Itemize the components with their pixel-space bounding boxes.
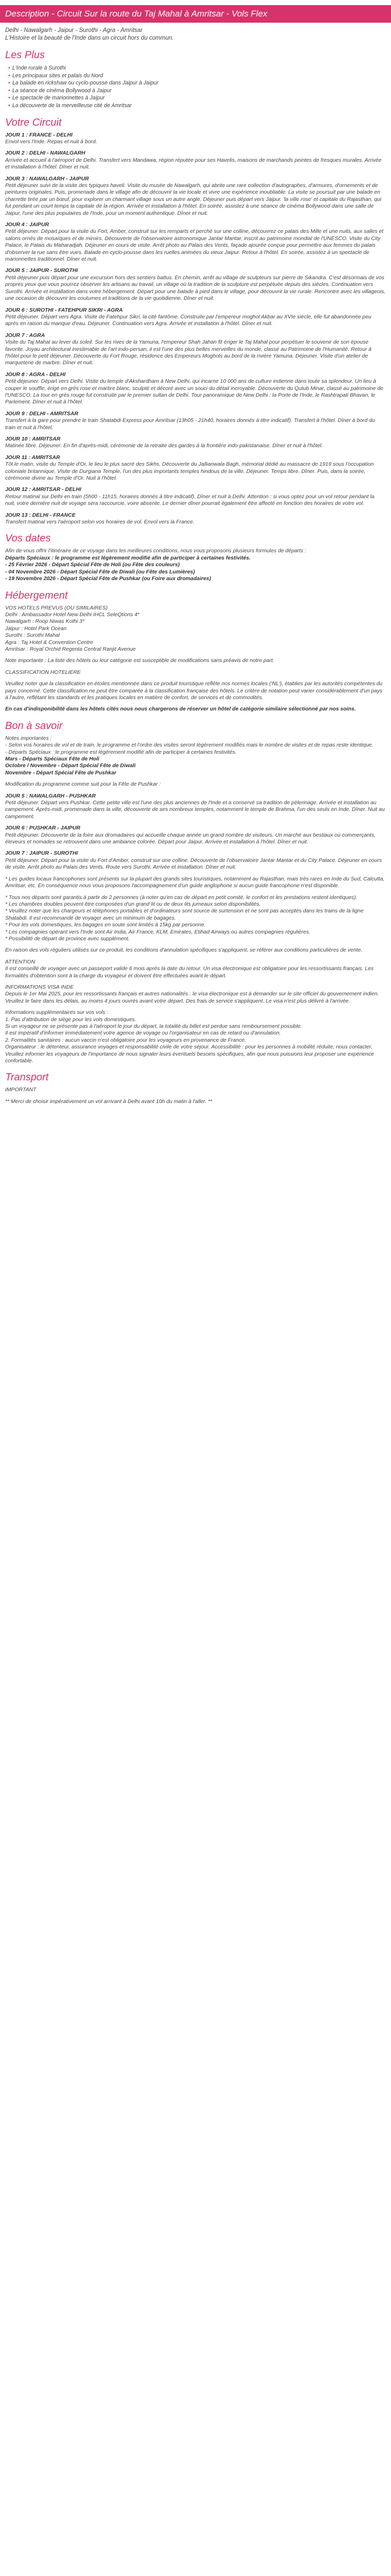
intro: L'Histoire et la beauté de l'Inde dans un circuit hors du commun. — [5, 35, 174, 41]
bullet-icon: • — [8, 80, 10, 87]
dates-item: - 25 Février 2026 - Départ Spécial Fête de Holi (ou Fête des couleurs) — [5, 562, 180, 568]
route: Delhi - Nawalgarh - Jaipur - Surothi - Agra - Amritsar — [5, 27, 143, 33]
bullet-icon: • — [8, 102, 10, 109]
bullet-icon: • — [8, 72, 10, 79]
day-title: JOUR 5 : JAIPUR - SUROTHI — [5, 268, 78, 274]
day-title: JOUR 12 : AMRITSAR - DELHI — [5, 487, 82, 493]
day-text: Petit déjeuner. Départ vers Delhi. Visite du temple d'Akshardham à New Delhi, qui incarne 10 000 ans de culture indienne dans toute sa splendeur. Un lieu à couper le souffle, érigé en grès rose et marbre blanc, sculpté et décoré avec un souci du détail incroyable. Découverte du Qutub Minar, classé au patrimoine de l'UNESCO. La tour en grès rouge fut construite par le premier sultan de Delhi. Tour panoramique de New Delhi : la Porte de l'Inde, le Rashtrapati Bhavan, le Parlement. Dîner et nuit à l'hôtel. — [5, 379, 383, 405]
bullet-icon: • — [8, 87, 10, 94]
hotel-item: Jaipur : Hotel Park Ocean — [5, 625, 67, 632]
bullet-icon: • — [8, 65, 10, 71]
classification-text: Veuillez noter que la classification en étoiles mentionnée dans ce produit touristique reflète nos normes locales ('NL'), établies par les autorités compétentes du pays concerné. Cette classification ne peut être comparée à la classification française des hôtels. Le critère de notation peut varier considérablement d'un pays à l'autre, reflétant les standards et les pratiques locales en matière de confort, de services et de commodités. — [5, 681, 383, 701]
pushkar-day-text: Petit déjeuner. Départ vers Pushkar. Cette petite ville est l'une des plus anciennes de l'Inde et a conservé sa tradition de pèlerinage. Arrivée et installation au campement. Après-midi, promenade dans la ville, découverte de ses nombreux temples, notamment le temple de Brahma, l'un des seuls en Inde. Dîner. Nuit au campement. — [5, 800, 385, 820]
dates-item: Départs Spéciaux : le programme est légèrement modifié afin de participer à certaines festivités. — [5, 555, 251, 561]
dates-intro: Afin de vous offrir l'itinéraire de ce voyage dans les meilleures conditions, nous vous proposons plusieurs formules de départs : — [5, 548, 306, 554]
plus-item: • Le spectacle de marionnettes à Jaipur — [8, 95, 105, 101]
day-text: Petit déjeuner. Départ vers Agra. Visite de Fatehpur Sikri, la cité fantôme. Construite par l'empereur moghol Akbar au XVIe siècle, elle fut abandonnée peu après en raison du manque d'eau. Déjeuner. Continuation vers Agra. Arrivée et installation à l'hôtel. Dîner et nuit. — [5, 314, 371, 327]
bon-savoir-para: Octobre / Novembre - Départ Spécial Fête de Diwali — [5, 763, 136, 769]
flights-info-item: 1. Pas d'attribution de siège pour les vols domestiques. — [5, 1016, 136, 1023]
attention-heading: ATTENTION — [5, 959, 36, 965]
transport-section — [5, 1087, 386, 1105]
day-title: JOUR 7 : AGRA — [5, 332, 45, 338]
plus-item: • La découverte de la merveilleuse cité de Amritsar — [8, 102, 132, 109]
bon-savoir-heading: Bon à savoir — [5, 720, 63, 732]
pushkar-day-title: JOUR 6 : PUSHKAR - JAIPUR — [5, 825, 80, 832]
attention-text: Il est conseillé de voyager avec un passeport valide 6 mois après la date du retour. Un visa électronique est obligatoire pour les ressortissants français. Les formalités d'obtention sont à la charge du voyageur et doivent être effectuées avant le départ. — [5, 966, 374, 979]
plus-item: • Les principaux sites et palais du Nord — [8, 72, 103, 79]
hotel-item: Delhi : Ambassador Hotel New Delhi IHCL SeleQtions 4* — [5, 612, 140, 618]
bon-savoir-note: * Veuillez noter que les chargeurs et téléphones portables et d'ordinateurs sont source de surtension et ne sont pas acceptés dans les trains de la ligne Shatabdi. Il est recommandé de voyager avec un minimum de bagages. — [5, 908, 364, 921]
hotel-item: Amritsar : Royal Orchid Regenta Central Ranjit Avenue — [5, 646, 136, 652]
bon-savoir-para: Mars - Départs Spéciaux Fête de Holi — [5, 756, 100, 762]
hebergement-section — [5, 605, 386, 713]
flights-info-item: Organisateur : le détenteur, assurance voyages et responsabilité civile de votre séjour. Accessibilité : pour les personnes à mobilité réduite, nous contacter. — [5, 1044, 373, 1050]
day-text: Arrivée et accueil à l'aéroport de Delhi. Transfert vers Mandawa, région réputée pour ses Havelis, maisons de marchands peintes de fresques murales. Arrivée et installation à l'hôtel. Dîner et nuit. — [5, 157, 382, 171]
visa-text: Depuis le 1er Mai 2025, pour les ressortissants français et autres nationalités : le visa électronique est à demander sur le site officiel du gouvernement indien. Veuillez le faire dans les délais, au moins 4 jours ouvrés avant votre départ. Des frais de service s'appliquent. Le visa n'est plus délivré à l'arrivée. — [5, 991, 379, 1004]
day-text: Retour matinal sur Delhi en train (5h00 - 11h15, horaires donnés à titre indicatif). Dîner et nuit à Delhi. Attention : si vous optez pour un vol retour pendant la nuit, votre dernière nuit de voyage sera raccourcie, voire absente. Le dernier dîner pourrait également être affecté en fonction des horaires de votre vol. — [5, 494, 374, 507]
pushkar-day-title: JOUR 7 : JAIPUR - SUROTHI — [5, 851, 78, 857]
hebergement-heading: Hébergement — [5, 589, 68, 601]
plus-item: • L'Inde rurale à Surothi — [8, 65, 66, 71]
circuit-heading: Votre Circuit — [5, 116, 62, 128]
pushkar-day-title: JOUR 5 : NAWALGARH - PUSHKAR — [5, 793, 96, 799]
dates-item: - 04 Novembre 2026 - Départ Spécial Fête de Diwali (ou Fête des Lumières) — [5, 569, 195, 575]
day-title: JOUR 4 : JAIPUR — [5, 222, 49, 228]
day-title: JOUR 8 : AGRA - DELHI — [5, 371, 66, 378]
day-title: JOUR 1 : FRANCE - DELHI — [5, 132, 73, 138]
pushkar-day-text: Petit déjeuner. Départ pour la visite du Fort d'Amber, construit sur une colline. Découverte de l'observatoire Jantar Mantar et du City Palace. Déjeuner en cours de visite. Arrêt photo au Palais des Vents. Route vers Surothi. Arrivée et installation. Dîner et nuit. — [5, 857, 382, 871]
plus-item: • La séance de cinéma Bollywood à Jaipur — [8, 87, 112, 94]
transport-text: ** Merci de choisir impérativement un vol arrivant à Delhi avant 10h du matin à l'aller. ** — [5, 1098, 213, 1105]
day-title: JOUR 6 : SUROTHI - FATEHPUR SIKRI - AGRA — [5, 307, 123, 313]
day-title: JOUR 13 : DELHI - FRANCE — [5, 512, 76, 518]
plus-heading: Les Plus — [5, 49, 45, 61]
hotel-item: Agra : Taj Hotel & Convention Centre — [5, 639, 93, 646]
hotels-guarantee: En cas d'indisponibilité dans les hôtels cités nous nous chargerons de réserver un hôtel de catégorie similaire sélectionné par nos soins. — [5, 706, 356, 713]
flights-info-item: Si un voyageur ne se présente pas à l'aéroport le jour du départ, la totalité du billet est perdue sans remboursement possible. — [5, 1024, 302, 1029]
bon-savoir-para: Modification du programme comme suit pour la Fête de Pushkar : — [5, 782, 161, 788]
hotel-item: Nawalgarh : Roop Niwas Kothi 3* — [5, 619, 85, 625]
page-title: Description - Circuit Sur la route du Taj Mahal à Amritsar - Vols Flex — [0, 5, 391, 23]
plus-list — [5, 64, 386, 110]
bon-savoir-note: En raison des vols réguliers utilisés sur ce produit, les conditions d'annulation spécifiques s'appliquent, se référer aux conditions particulières de vente. — [5, 947, 363, 954]
bon-savoir-para: Notes importantes : — [5, 735, 52, 741]
hotels-note: Note importante : La liste des hôtels ou leur catégorie est susceptible de modifications sans préavis de notre part. — [5, 658, 274, 664]
day-text: Petit déjeuner. Départ pour la visite du Fort, Amber, construit sur les remparts et perché sur une colline, découvrez ce palais des Mille et une nuits, aux salles et salons ornés de mosaïques et de miroirs. Découverte de l'observatoire astronomique Jantar Mantar, inscrit au patrimoine mondial de l'UNESCO. Visite du City Palace, le Palais du Maharadjah. Déjeuner en cours de visite. Arrêt photo au Palais des Vents, façade ajourée conçue pour permettre aux femmes du palais d'observer la rue sans être vues. Balade en cyclo-pousse dans les ruelles animées du vieux Jaipur. Retour à l'hôtel. En soirée, assistez à un spectacle de marionnettes traditionnel. Dîner et nuit. — [5, 229, 384, 263]
bon-savoir-note: * Tous nos départs sont garantis à partir de 2 personnes (à noter qu'en cas de départ en petit comité, le confort et les prestations restent identiques). — [5, 894, 357, 901]
transport-heading: Transport — [5, 1072, 49, 1083]
bon-savoir-para: - Départs Spéciaux : le programme est légèrement modifié afin de participer à certaines festivités. — [5, 749, 237, 755]
bon-savoir-note: * Les guides locaux francophones sont présents sur la plupart des grands sites touristiques, notamment au Rajasthan, mais très rares en Inde du Sud, Calcutta, Amritsar, etc. En conséquence nous vous proposons l'accompagnement d'un guide anglophone si aucun guide francophone n'est disponible. — [5, 876, 385, 889]
day-title: JOUR 2 : DELHI - NAWALGARH — [5, 150, 86, 157]
bon-savoir-note: * Possibilité de départ de province avec supplément. — [5, 936, 130, 942]
day-text: Transfert matinal vers l'aéroport selon vos horaires de vol. Envol vers la France. — [5, 519, 194, 526]
visa-heading: INFORMATIONS VISA INDE — [5, 984, 74, 990]
pushkar-day-text: Petit déjeuner. Découverte de la foire aux dromadaires qui accueille chaque année un grand nombre de visiteurs. Un marché aux bestiaux où commerçants, éleveurs et nomades se retrouvent dans une ambiance colorée. Départ pour Jaipur. Arrivée et installation à l'hôtel. Dîner et nuit. — [5, 832, 376, 845]
day-title: JOUR 9 : DELHI - AMRITSAR — [5, 411, 78, 417]
bon-savoir-section — [5, 735, 386, 1065]
day-title: JOUR 11 : AMRITSAR — [5, 454, 60, 461]
day-text: Petit déjeuner suivi de la visite des typiques haveli. Visite du musée de Nawalgarh, qui abrite une rare collection d'autographes, d'armures, d'ornements et de peintures originales. Puis, promenade dans le village afin de découvrir la vie locale et vivre une expérience inoubliable. La visite se poursuit par une balade en charrette tirée par un bœuf, pour explorer un charmant village sous un autre angle. Déjeuner puis départ vers Jaipur. 'la ville rose' et capitale du Rajasthan, qui fut pendant un court temps la capitale de la région. Arrivée et installation à l'hôtel. En soirée, assistez à une séance de cinéma Bollywood dans une salle de Jaipur, l'une des plus populaires de l'Inde, pour un moment authentique. Dîner et nuit. — [5, 183, 382, 216]
dates-heading: Vos dates — [5, 533, 51, 545]
flights-info-item: Il est impératif d'informer immédiatement votre agence de voyage ou l'organisateur en cas de retard ou d'annulation. — [5, 1030, 281, 1037]
day-text: Transfert à la gare pour prendre le train Shatabdi Express pour Amritsar (13h05 - 21h40, horaires donnés à titre indicatif). Transfert à l'hôtel. Dîner à bord du train et nuit à l'hôtel. — [5, 418, 375, 431]
flights-info-item: 2. Formalités sanitaires : aucun vaccin n'est obligatoire pour les voyageurs en provenance de France. — [5, 1037, 246, 1043]
day-text: Envol vers l'Inde. Repas et nuit à bord. — [5, 139, 97, 145]
day-title: JOUR 10 : AMRITSAR — [5, 436, 60, 442]
flights-info-item: Veuillez informer les voyageurs de l'importance de nous signaler leurs éventuels besoins spécifiques, afin que nous puissions leur proposer une expérience confortable. — [5, 1051, 374, 1064]
bon-savoir-note: * Les compagnies opérant vers l'Inde sont Air India, Air France, KLM, Emirates, Etihad Airways ou autres compagnies régulières. — [5, 929, 311, 935]
day-title: JOUR 3 : NAWALGARH - JAIPUR — [5, 176, 89, 182]
bon-savoir-para: Novembre - Départ Spécial Fête de Pushkar — [5, 770, 117, 776]
day-text: Petit déjeuner puis départ pour une excursion hors des sentiers battus. En chemin, arrêt au village de sculpteurs sur pierre de Sikandra. C'est désormais de vos propres yeux que vous pourrez observer les artisans au travail, un village où la tradition de la sculpture est perpétuée depuis des siècles. Continuation vers Surothi. Arrivée et installation dans votre hébergement. Départ pour une balade à pied dans le village, pour découvrir la vie rurale. Rencontre avec les villageois, une occasion de découvrir les coutumes et traditions de la vie quotidienne. Dîner et nuit. — [5, 275, 386, 302]
bon-savoir-para: - Selon vos horaires de vol et de train, le programme et l'ordre des visites seront légèrement modifiés mais le nombre de visites et de repas reste identique. — [5, 742, 373, 749]
day-text: Visite du Taj Mahal au lever du soleil. Sur les rives de la Yamuna, l'empereur Shah Jahan fit ériger le Taj Mahal pour perpétuer le souvenir de son épouse favorite. Joyau architectural inestimable de l'art indo-persan, il est l'une des plus belles merveilles du monde, classé au Patrimoine de l'Humanité. Retour à l'hôtel pour le petit déjeuner. Découverte du Fort Rouge, résidence des Empereurs Moghols au bord de la rivière Yamuna. Déjeuner. Visite d'un atelier de marqueterie de marbre. Dîner et nuit. — [5, 340, 371, 366]
day-text: Tôt le matin, visite du Temple d'Or, le lieu le plus sacré des Sikhs. Découverte du Jallianwala Bagh, mémorial dédié au massacre de 1919 sous l'occupation coloniale britannique. Visite de Durgiana Temple, l'un des plus importants temples hindous de la ville. Déjeuner. Temps libre. Dîner. Puis, dans la soirée, cérémonie divine au Temple d'Or. Nuit à l'hôtel. — [5, 462, 374, 482]
bon-savoir-note: * Pour les vols domestiques, les bagages en soute sont limités à 15kg par personne. — [5, 922, 206, 928]
bullet-icon: • — [8, 95, 10, 101]
bon-savoir-note: * Les chambres doubles peuvent être composées d'un grand lit ou de deux lits jumeaux selon disponibilités. — [5, 901, 261, 907]
flights-info-heading: Informations supplémentaires sur vos vols : — [5, 1010, 108, 1016]
dates-item: - 19 Novembre 2026 - Départ Spécial Fête de Pushkar (ou Foire aux dromadaires) — [5, 576, 211, 582]
hotels-intro: VOS HOTELS PREVUS (OU SIMILAIRES) — [5, 605, 108, 611]
circuit-days — [5, 132, 386, 526]
dates-section — [5, 548, 386, 582]
content — [0, 27, 391, 1105]
day-text: Matinée libre. Déjeuner. En fin d'après-midi, cérémonie de la retraite des gardes à la frontière indo-pakistanaise. Dîner et nuit à l'hôtel. — [5, 443, 323, 449]
page — [0, 5, 391, 1105]
transport-sub: IMPORTANT — [5, 1087, 37, 1093]
classification-heading: CLASSIFICATION HOTELIERE — [5, 669, 81, 675]
hotel-item: Surothi : Surothi Mahal — [5, 633, 60, 639]
plus-item: • La balade en rickshaw ou cyclo-pousse dans Jaipur à Jaipur — [8, 80, 158, 87]
